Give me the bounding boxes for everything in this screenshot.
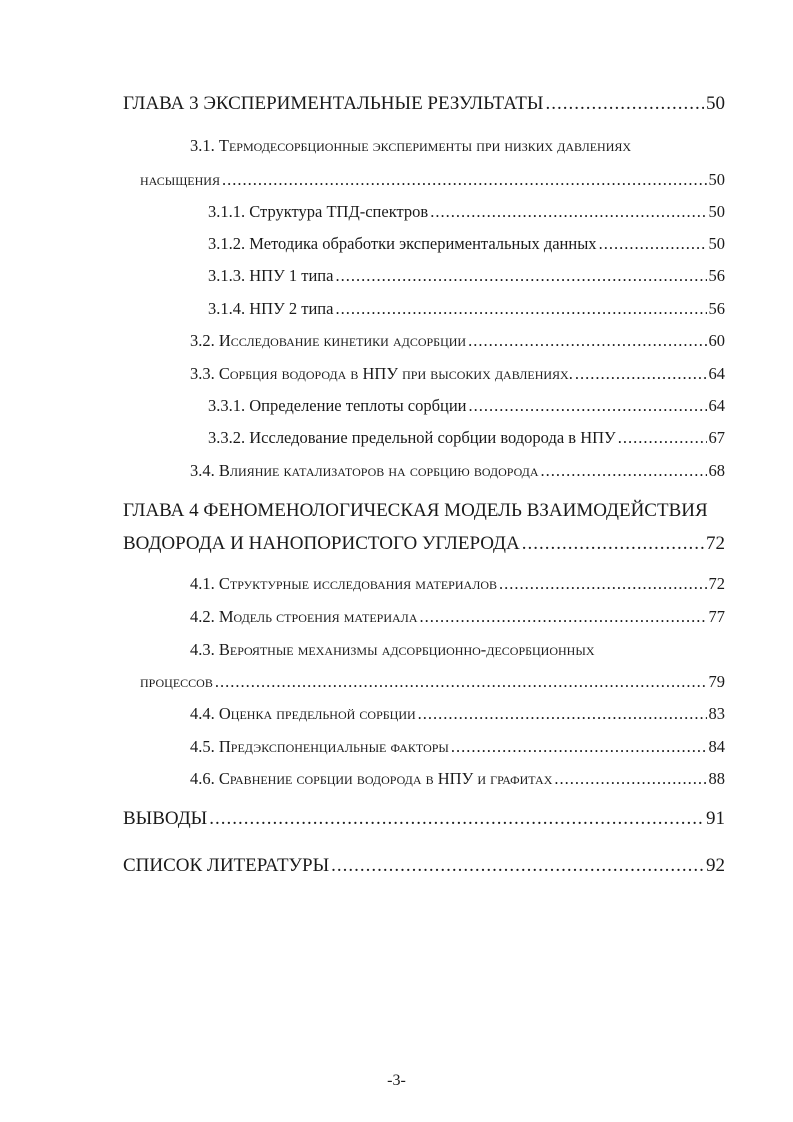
toc-entry-3-1-4[interactable] <box>208 299 725 319</box>
toc-entry-4-3[interactable] <box>140 672 725 692</box>
toc-entry-3-1-1[interactable] <box>208 202 725 222</box>
dot-leader <box>222 170 707 190</box>
toc-entry-page: 72 <box>708 574 725 593</box>
toc-entry-page: 50 <box>708 170 725 189</box>
toc-entry-chapter-4[interactable] <box>123 533 725 555</box>
toc-entry-page: 68 <box>708 461 725 480</box>
dot-leader <box>209 808 704 830</box>
toc-entry-label: 3.1.4. НПУ 2 типа <box>208 299 334 318</box>
toc-entry-label-line1: ГЛАВА 4 ФЕНОМЕНОЛОГИЧЕСКАЯ МОДЕЛЬ ВЗАИМОДЕЙСТВИЯ <box>123 500 708 521</box>
toc-entry-label: ГЛАВА 3 ЭКСПЕРИМЕНТАЛЬНЫЕ РЕЗУЛЬТАТЫ <box>123 93 544 114</box>
dot-leader <box>545 93 704 115</box>
toc-entry-page: 50 <box>706 93 725 114</box>
toc-entry-page: 84 <box>708 737 725 756</box>
dot-leader <box>451 737 707 757</box>
dot-leader <box>215 672 707 692</box>
toc-entry-page: 64 <box>708 396 725 415</box>
toc-entry-label: процессов <box>140 672 213 691</box>
dot-leader <box>522 533 704 555</box>
dot-leader <box>335 266 706 286</box>
toc-entry-label: 4.1. Структурные исследования материалов <box>190 574 497 593</box>
dot-leader <box>599 234 707 254</box>
toc-entry-3-3-2[interactable] <box>208 428 725 448</box>
toc-entry-page: 50 <box>708 202 725 221</box>
dot-leader <box>331 855 704 877</box>
toc-entry-page: 50 <box>708 234 725 253</box>
toc-entry-4-6[interactable] <box>190 769 725 789</box>
toc-entry-chapter-3[interactable] <box>123 93 725 115</box>
toc-entry-3-1-2[interactable] <box>208 234 725 254</box>
toc-entry-label: насыщения <box>140 170 220 189</box>
toc-entry-page: 77 <box>708 607 725 626</box>
dot-leader <box>418 704 707 724</box>
dot-leader <box>554 769 706 789</box>
toc-entry-page: 83 <box>708 704 725 723</box>
toc-entry-page: 72 <box>706 533 725 554</box>
toc-entry-3-1-3[interactable] <box>208 266 725 286</box>
toc-entry-4-5[interactable] <box>190 737 725 757</box>
toc-entry-label: 3.1.2. Методика обработки экспериментальных данных <box>208 234 597 253</box>
toc-entry-page: 79 <box>708 672 725 691</box>
dot-leader <box>468 331 706 351</box>
toc-entry-conclusions[interactable] <box>123 808 725 830</box>
toc-entry-label: 4.5. Предэкспоненциальные факторы <box>190 737 449 756</box>
toc-entry-label: 3.3.2. Исследование предельной сорбции водорода в НПУ <box>208 428 616 447</box>
dot-leader <box>541 461 707 481</box>
toc-entry-3-4[interactable] <box>190 461 725 481</box>
dot-leader <box>420 607 707 627</box>
toc-entry-label: 4.6. Сравнение сорбции водорода в НПУ и графитах <box>190 769 553 788</box>
dot-leader <box>499 574 707 594</box>
toc-entry-label: 3.3. Сорбция водорода в НПУ при высоких давлениях. <box>190 364 573 383</box>
toc-entry-4-2[interactable] <box>190 607 725 627</box>
dot-leader <box>618 428 707 448</box>
toc-entry-label: 3.2. Исследование кинетики адсорбции <box>190 331 467 350</box>
toc-entry-page: 92 <box>706 855 725 876</box>
toc-entry-label: 4.4. Оценка предельной сорбции <box>190 704 416 723</box>
toc-entry-label-line1: 3.1. Термодесорбционные эксперименты при низких давлениях <box>190 136 632 155</box>
page-number: -3- <box>387 1072 406 1089</box>
toc-entry-page: 91 <box>706 808 725 829</box>
toc-entry-page: 88 <box>708 769 725 788</box>
toc-entry-page: 67 <box>708 428 725 447</box>
dot-leader <box>430 202 706 222</box>
dot-leader <box>575 364 707 384</box>
toc-entry-label: 3.1.1. Структура ТПД-спектров <box>208 202 429 221</box>
toc-entry-label-line1: 4.3. Вероятные механизмы адсорбционно-десорбционных <box>190 640 595 659</box>
toc-entry-3-3[interactable] <box>190 364 725 384</box>
toc-entry-3-2[interactable] <box>190 331 725 351</box>
toc-entry-3-3-1[interactable] <box>208 396 725 416</box>
toc-entry-page: 56 <box>708 266 725 285</box>
toc-entry-label: 3.1.3. НПУ 1 типа <box>208 266 334 285</box>
toc-entry-references[interactable] <box>123 855 725 877</box>
toc-entry-label: 4.2. Модель строения материала <box>190 607 418 626</box>
toc-entry-4-1[interactable] <box>190 574 725 594</box>
dot-leader <box>335 299 706 319</box>
toc-entry-label: 3.4. Влияние катализаторов на сорбцию водорода <box>190 461 539 480</box>
toc-entry-page: 60 <box>708 331 725 350</box>
toc-entry-label: ВОДОРОДА И НАНОПОРИСТОГО УГЛЕРОДА <box>123 533 520 554</box>
dot-leader <box>469 396 707 416</box>
toc-entry-page: 56 <box>708 299 725 318</box>
toc-entry-page: 64 <box>708 364 725 383</box>
toc-entry-label: ВЫВОДЫ <box>123 808 208 829</box>
toc-entry-label: 3.3.1. Определение теплоты сорбции <box>208 396 467 415</box>
toc-entry-label: СПИСОК ЛИТЕРАТУРЫ <box>123 855 330 876</box>
toc-entry-4-4[interactable] <box>190 704 725 724</box>
toc-entry-3-1[interactable] <box>140 170 725 190</box>
